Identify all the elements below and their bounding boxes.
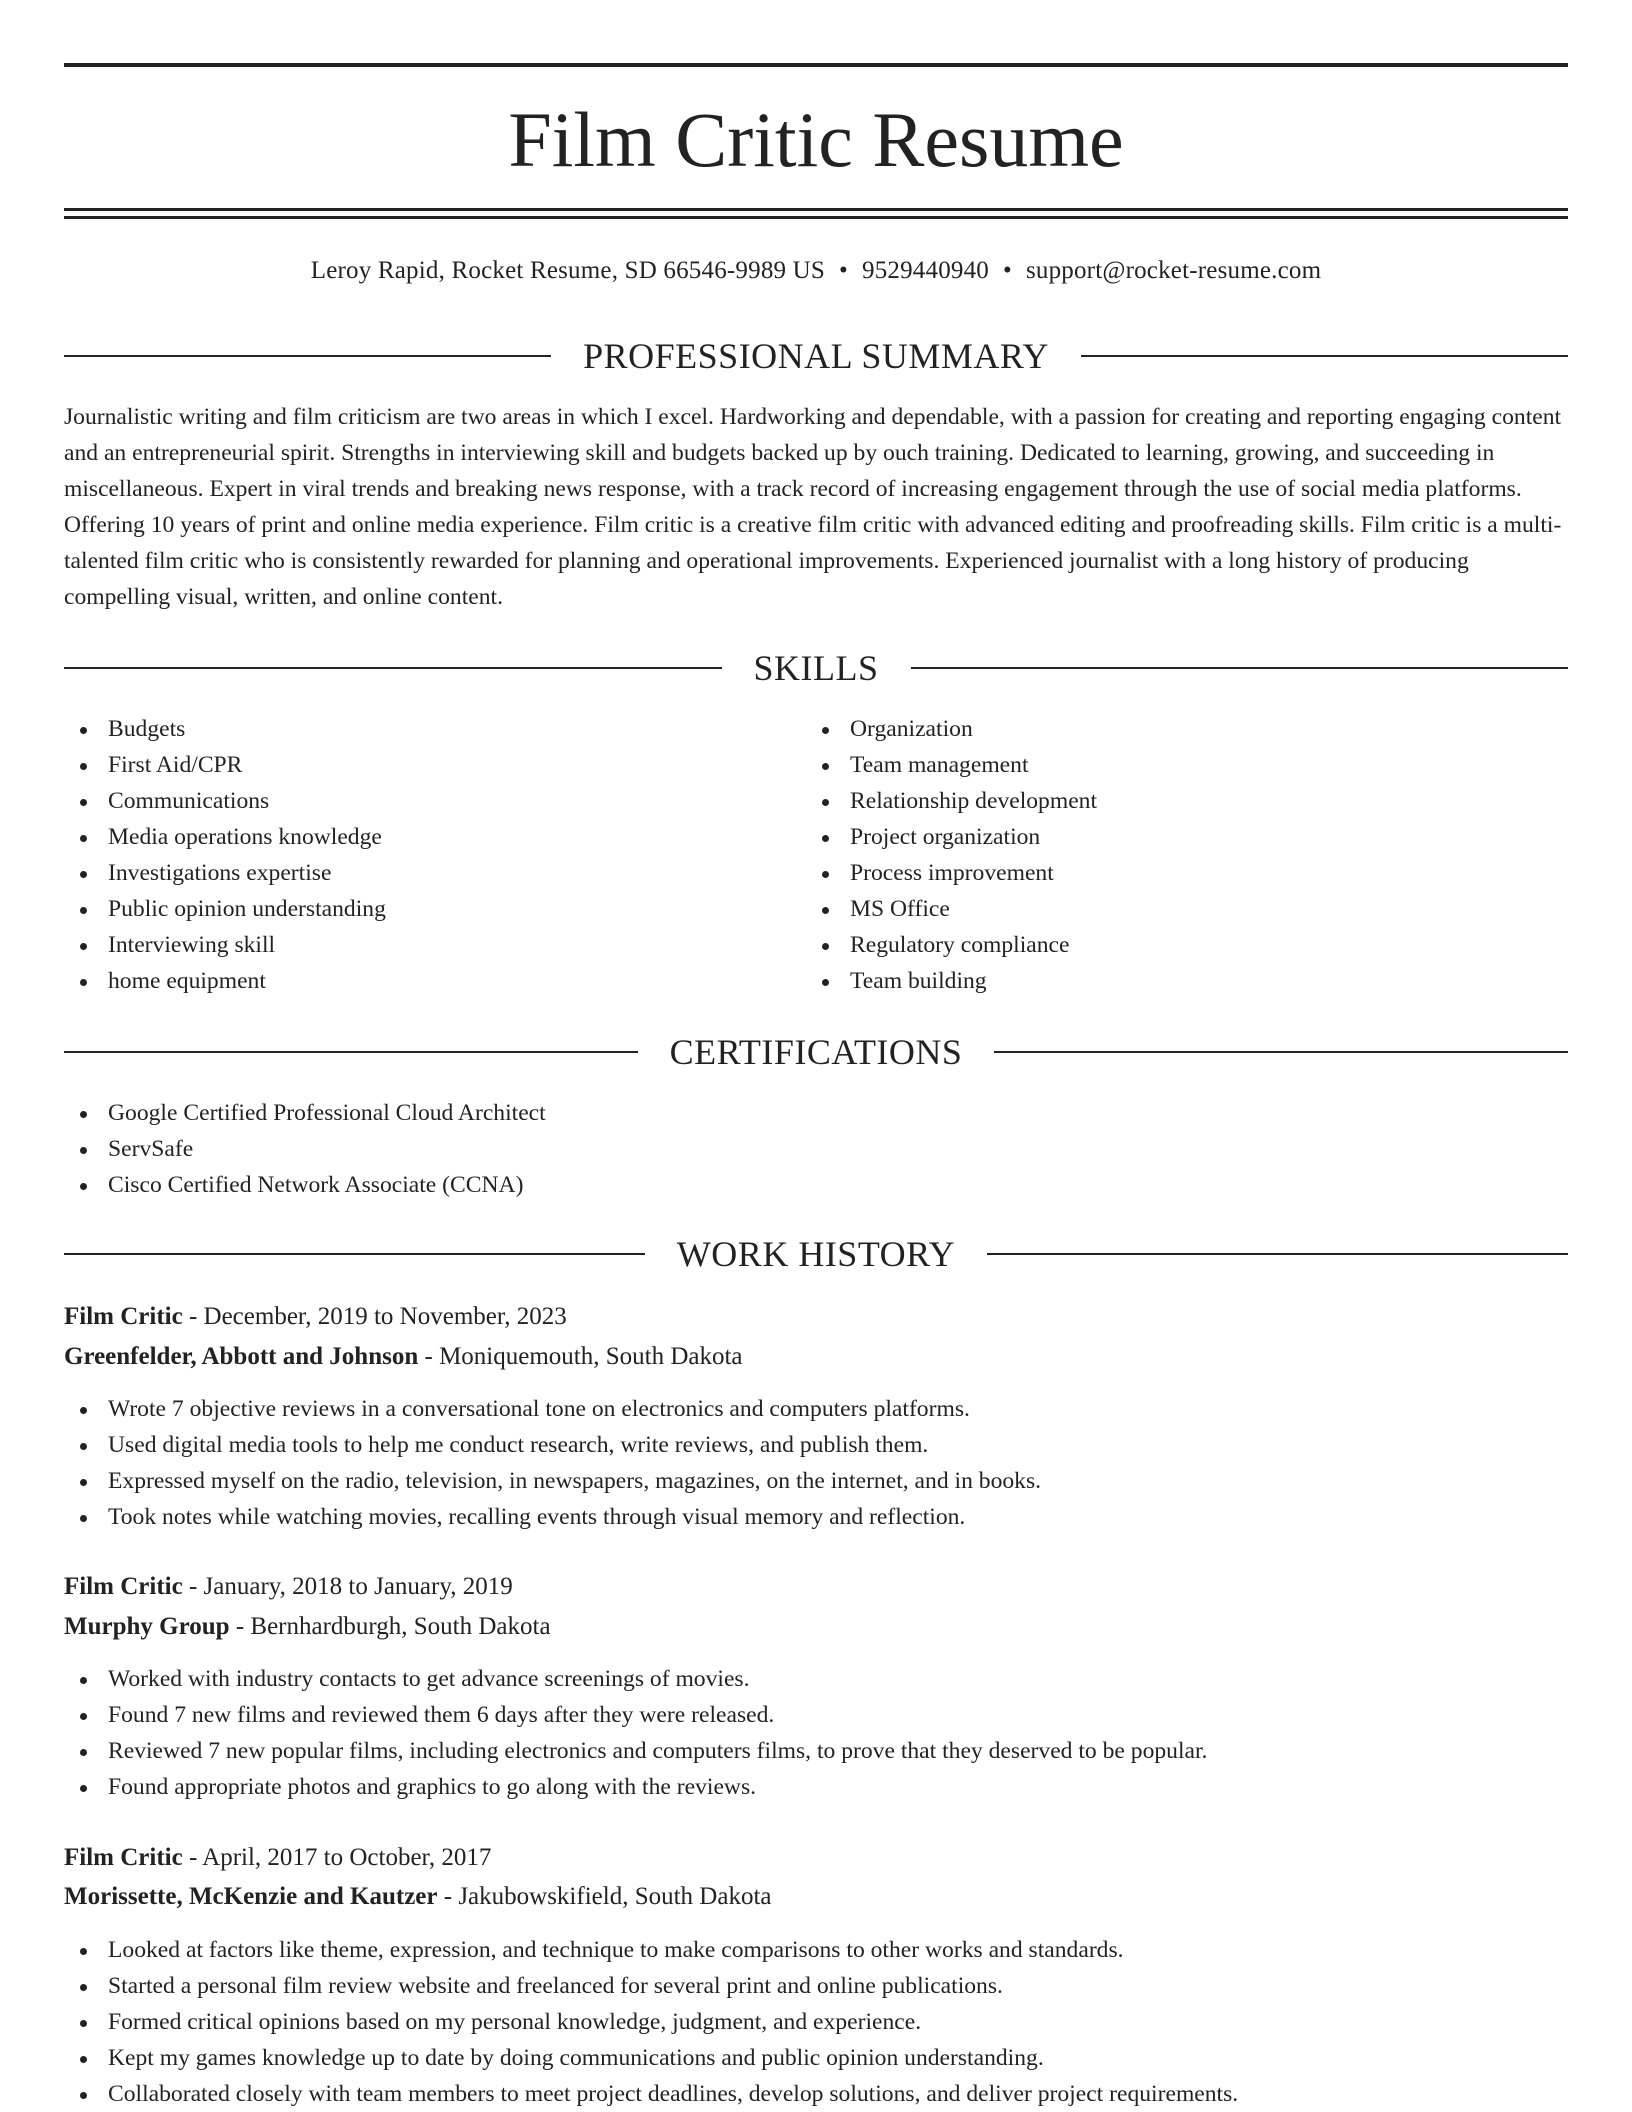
job-company-line (64, 1339, 1568, 1375)
skill-item: Investigations expertise (64, 855, 386, 891)
skill-item: Interviewing skill (64, 927, 386, 963)
contact-line (64, 253, 1568, 289)
job-title: Film Critic (64, 1844, 183, 1871)
section-title: SKILLS (753, 648, 879, 688)
job-bullet: Wrote 7 objective reviews in a conversational tone on electronics and computers platforms. (64, 1391, 1041, 1427)
skill-item: Media operations knowledge (64, 819, 386, 855)
job-bullets (64, 1391, 1041, 1535)
contact-address: Leroy Rapid, Rocket Resume, SD 66546-9989 US (310, 257, 826, 284)
heading-rule (64, 1051, 638, 1053)
certification-item: ServSafe (64, 1131, 546, 1167)
job-location: - Moniquemouth, South Dakota (418, 1343, 743, 1370)
skills-list-left (64, 711, 386, 999)
section-title: PROFESSIONAL SUMMARY (583, 336, 1049, 376)
job-title-line (64, 1299, 1568, 1335)
top-rule (64, 63, 1568, 67)
contact-phone: 9529440940 (862, 257, 989, 284)
contact-email: support@rocket-resume.com (1025, 257, 1322, 284)
job-bullets (64, 1932, 1238, 2112)
job-dates: - December, 2019 to November, 2023 (182, 1303, 567, 1330)
section-title: WORK HISTORY (676, 1234, 956, 1274)
certification-item: Google Certified Professional Cloud Architect (64, 1095, 546, 1131)
job-company-line (64, 1609, 1568, 1645)
job-dates: - January, 2018 to January, 2019 (182, 1573, 513, 1600)
skill-item: Regulatory compliance (806, 927, 1097, 963)
job-location: - Jakubowskifield, South Dakota (437, 1883, 772, 1910)
job-bullet: Expressed myself on the radio, television, in newspapers, magazines, on the internet, and in books. (64, 1463, 1041, 1499)
job-title-line (64, 1840, 1568, 1876)
job-bullet: Collaborated closely with team members to meet project deadlines, develop solutions, and deliver project requirements. (64, 2076, 1238, 2112)
skill-item: Project organization (806, 819, 1097, 855)
heading-rule (64, 355, 551, 357)
heading-rule (987, 1253, 1568, 1255)
section-heading-summary (64, 334, 1568, 378)
job-title-line (64, 1569, 1568, 1605)
section-heading-certifications (64, 1030, 1568, 1074)
skill-item: Organization (806, 711, 1097, 747)
job-bullet: Kept my games knowledge up to date by doing communications and public opinion understanding. (64, 2040, 1238, 2076)
job-location: - Bernhardburgh, South Dakota (229, 1613, 551, 1640)
section-title: CERTIFICATIONS (669, 1032, 963, 1072)
job-company: Greenfelder, Abbott and Johnson (64, 1343, 419, 1370)
skill-item: Team management (806, 747, 1097, 783)
contact-separator: • (839, 257, 848, 284)
skill-item: home equipment (64, 963, 386, 999)
job-bullet: Formed critical opinions based on my personal knowledge, judgment, and experience. (64, 2004, 1238, 2040)
certification-item: Cisco Certified Network Associate (CCNA) (64, 1167, 546, 1203)
page-title: Film Critic Resume (508, 96, 1124, 183)
job-bullet: Found appropriate photos and graphics to go along with the reviews. (64, 1769, 1207, 1805)
job-bullet: Found 7 new films and reviewed them 6 days after they were released. (64, 1697, 1207, 1733)
job-dates: - April, 2017 to October, 2017 (182, 1844, 492, 1871)
skill-item: Process improvement (806, 855, 1097, 891)
job-bullet: Took notes while watching movies, recalling events through visual memory and reflection. (64, 1499, 1041, 1535)
certifications-list (64, 1095, 546, 1203)
section-heading-work-history (64, 1232, 1568, 1276)
skill-item: MS Office (806, 891, 1097, 927)
job-title: Film Critic (64, 1573, 183, 1600)
summary-text: Journalistic writing and film criticism are two areas in which I excel. Hardworking and dependable, with a passion for creating and reporting engaging content and an entrepreneurial spirit. Strengths in interviewing skill and budgets backed up by ouch training. Dedicated to learning, growing, and succeeding in miscellaneous. Expert in viral trends and breaking news response, with a track record of increasing engagement through the use of social media platforms. Offering 10 years of print and online media experience. Film critic is a creative film critic with advanced editing and proofreading skills. Film critic is a multi-talented film critic who is consistently rewarded for planning and operational improvements. Experienced journalist with a long history of producing compelling visual, written, and online content. (64, 404, 1562, 610)
job-bullet: Used digital media tools to help me conduct research, write reviews, and publish them. (64, 1427, 1041, 1463)
heading-rule (994, 1051, 1568, 1053)
contact-separator: • (1003, 257, 1012, 284)
skill-item: Communications (64, 783, 386, 819)
job-company: Morissette, McKenzie and Kautzer (64, 1883, 438, 1910)
job-bullet: Looked at factors like theme, expression, and technique to make comparisons to other works and standards. (64, 1932, 1238, 1968)
job-bullet: Worked with industry contacts to get advance screenings of movies. (64, 1661, 1207, 1697)
skill-item: Relationship development (806, 783, 1097, 819)
heading-rule (64, 1253, 645, 1255)
heading-rule (64, 667, 722, 669)
heading-rule (911, 667, 1569, 669)
job-bullets (64, 1661, 1207, 1805)
skills-list-right (806, 711, 1097, 999)
job-bullet: Reviewed 7 new popular films, including electronics and computers films, to prove that they deserved to be popular. (64, 1733, 1207, 1769)
skill-item: Public opinion understanding (64, 891, 386, 927)
section-heading-skills (64, 646, 1568, 690)
skill-item: Team building (806, 963, 1097, 999)
job-title: Film Critic (64, 1303, 183, 1330)
job-company: Murphy Group (64, 1613, 230, 1640)
title-double-rule (64, 208, 1568, 219)
skill-item: First Aid/CPR (64, 747, 386, 783)
skill-item: Budgets (64, 711, 386, 747)
job-bullet: Started a personal film review website and freelanced for several print and online publications. (64, 1968, 1238, 2004)
heading-rule (1081, 355, 1568, 357)
job-company-line (64, 1879, 1568, 1915)
